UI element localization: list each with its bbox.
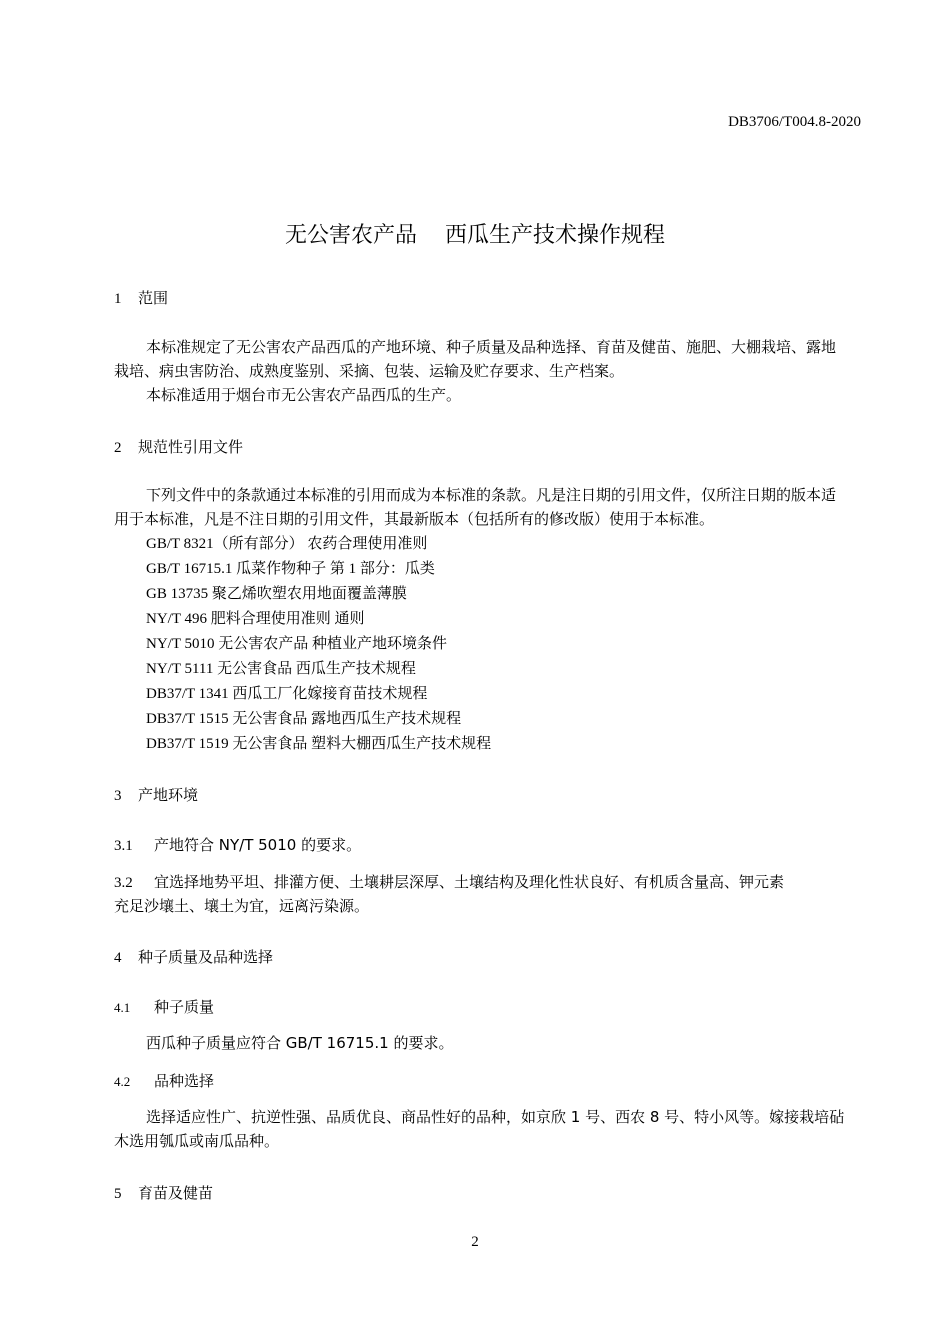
- reference-item: GB/T 8321（所有部分） 农药合理使用准则: [146, 536, 428, 552]
- paragraph: [114, 1105, 850, 1153]
- reference-item: DB37/T 1515 无公害食品 露地西瓜生产技术规程: [146, 711, 462, 727]
- section-heading-seeds: [114, 946, 273, 967]
- paragraph-text: 下列文件中的条款通过本标准的引用而成为本标准的条款。凡是注日期的引用文件，仅所注日期的版本适用于本标准，凡是不注日期的引用文件，其最新版本（包括所有的修改版）使用于本标准。: [114, 486, 837, 528]
- section-label: 种子质量及品种选择: [138, 948, 274, 966]
- clause-label: 品种选择: [154, 1072, 215, 1090]
- section-heading-scope: [114, 287, 168, 308]
- section-number: 2: [114, 440, 122, 456]
- clause-4-2-heading: [114, 1070, 214, 1091]
- reference-item: GB 13735 聚乙烯吹塑农用地面覆盖薄膜: [146, 586, 407, 602]
- section-label: 产地环境: [138, 786, 199, 804]
- clause-label: 种子质量: [154, 998, 215, 1016]
- clause-text: 宜选择地势平坦、排灌方便、土壤耕层深厚、土壤结构及理化性状良好、有机质含量高、钾元素: [154, 873, 785, 891]
- clause-3-1: [114, 834, 361, 855]
- page-number: 2: [471, 1234, 479, 1250]
- section-heading-seedlings: [114, 1182, 213, 1203]
- reference-item: NY/T 5010 无公害农产品 种植业产地环境条件: [146, 636, 447, 652]
- paragraph-text: 本标准规定了无公害农产品西瓜的产地环境、种子质量及品种选择、育苗及健苗、施肥、大棚栽培、露地栽培、病虫害防治、成熟度鉴别、采摘、包装、运输及贮存要求、生产档案。: [114, 338, 837, 380]
- reference-item: GB/T 16715.1 瓜菜作物种子 第 1 部分：瓜类: [146, 561, 435, 577]
- clause-number: 3.1: [114, 838, 133, 854]
- section-label: 育苗及健苗: [138, 1184, 214, 1202]
- reference-item: DB37/T 1341 西瓜工厂化嫁接育苗技术规程: [146, 686, 428, 702]
- paragraph-text: 选择适应性广、抗逆性强、品质优良、商品性好的品种，如京欣 1 号、西农 8 号、特小风等。嫁接栽培砧木选用瓠瓜或南瓜品种。: [114, 1108, 845, 1150]
- reference-item: DB37/T 1519 无公害食品 塑料大棚西瓜生产技术规程: [146, 736, 492, 752]
- section-heading-references: [114, 436, 243, 457]
- paragraph: [114, 383, 850, 407]
- clause-4-1-text: 西瓜种子质量应符合 GB/T 16715.1 的要求。: [146, 1034, 454, 1052]
- clause-number: 4.1: [114, 1000, 131, 1015]
- reference-item: NY/T 5111 无公害食品 西瓜生产技术规程: [146, 661, 416, 677]
- section-heading-environment: [114, 784, 198, 805]
- section-number: 5: [114, 1186, 122, 1202]
- clause-text: 产地符合 NY/T 5010 的要求。: [154, 836, 362, 854]
- page-title: 无公害农产品 西瓜生产技术操作规程: [285, 223, 665, 248]
- paragraph-text: 本标准适用于烟台市无公害农产品西瓜的生产。: [146, 386, 462, 404]
- section-label: 规范性引用文件: [138, 438, 244, 456]
- reference-item: NY/T 496 肥料合理使用准则 通则: [146, 611, 365, 627]
- clause-number: 4.2: [114, 1074, 131, 1089]
- section-number: 3: [114, 788, 122, 804]
- document-code: DB3706/T004.8-2020: [728, 114, 861, 130]
- clause-3-2-continued: 充足沙壤土、壤土为宜，远离污染源。: [114, 897, 370, 915]
- clause-3-2: [114, 871, 784, 892]
- paragraph: [114, 483, 850, 531]
- section-label: 范围: [138, 289, 169, 307]
- paragraph: [114, 335, 850, 383]
- clause-number: 3.2: [114, 875, 133, 891]
- clause-4-1-heading: [114, 996, 214, 1017]
- section-number: 1: [114, 291, 122, 307]
- section-number: 4: [114, 950, 122, 966]
